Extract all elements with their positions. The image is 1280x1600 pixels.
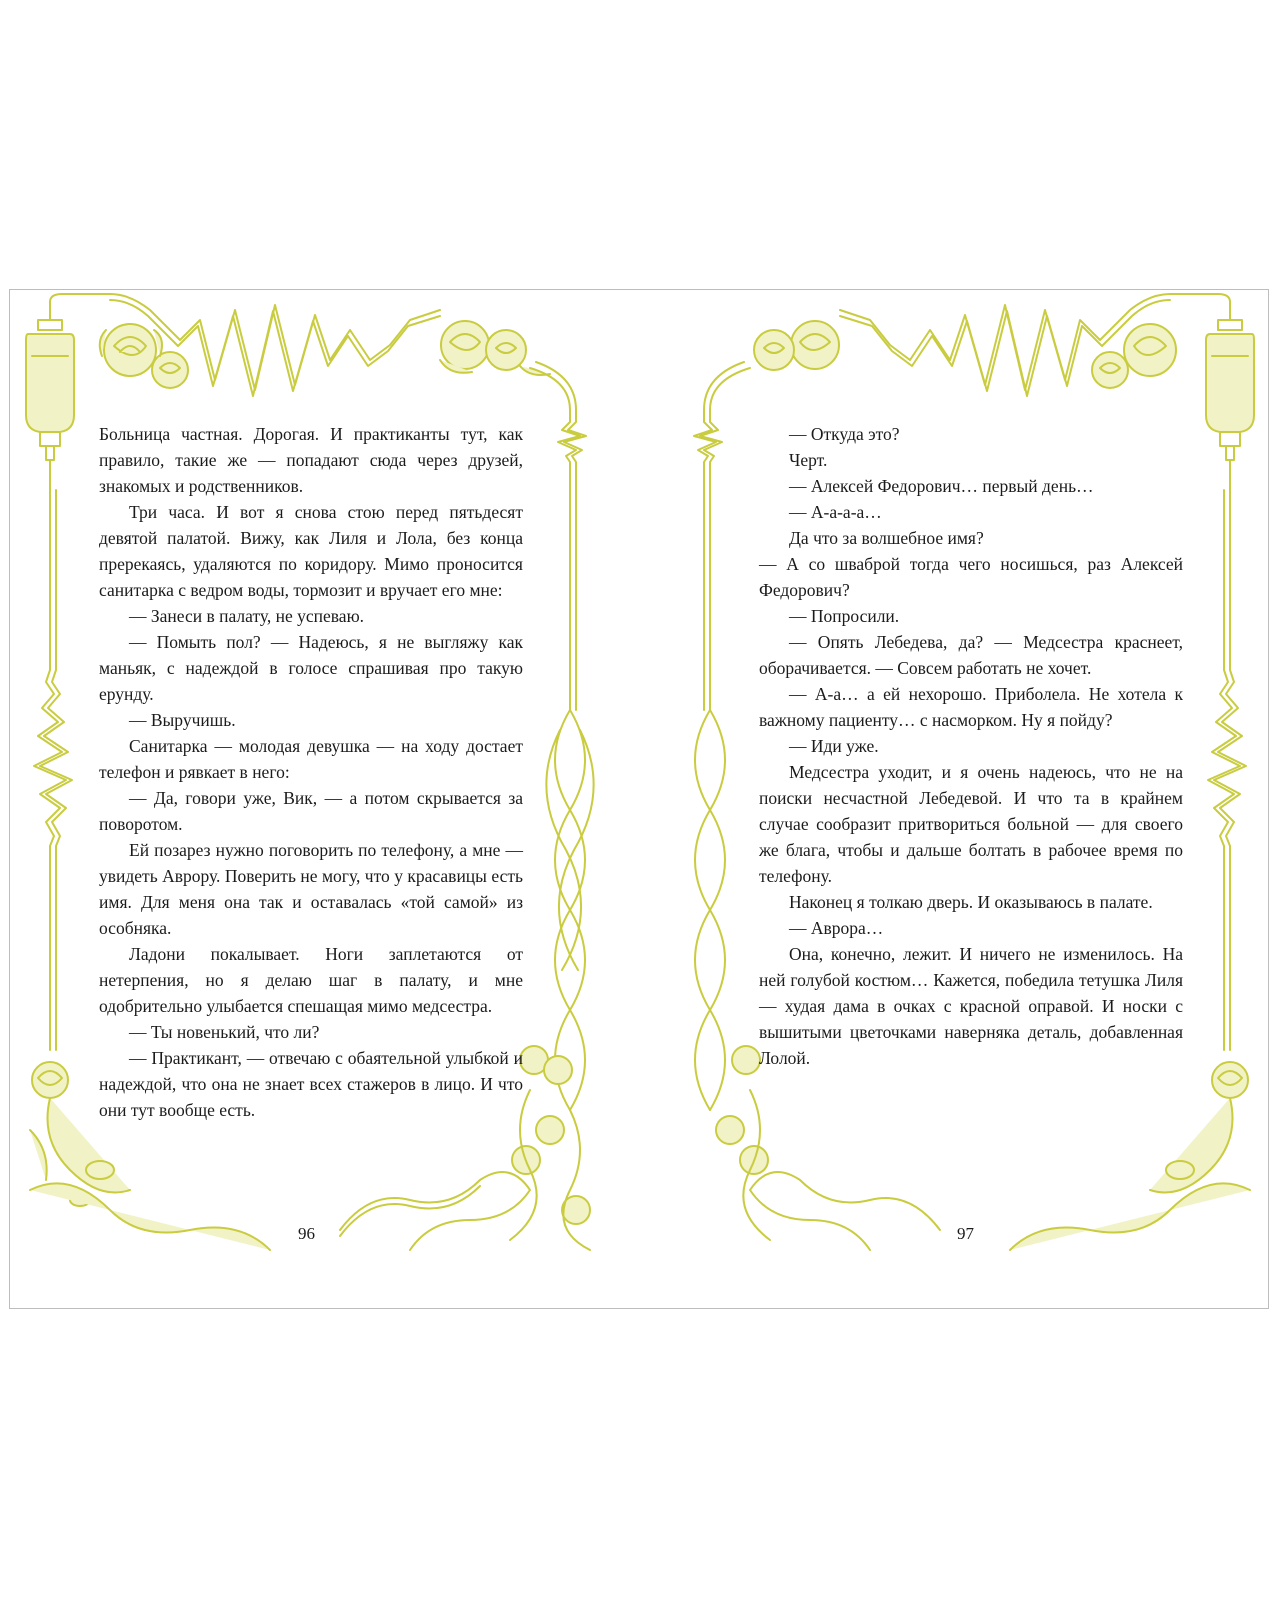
paragraph: — Аврора… — [789, 918, 884, 938]
paragraph: — Попросили. — [789, 606, 900, 626]
paragraph: — Помыть пол? — Надеюсь, я не выгляжу как маньяк, с надеждой в голосе спрашивая про такую ерунду. — [99, 632, 523, 704]
page-number-right: 97 — [957, 1224, 974, 1243]
paragraph: — Иди уже. — [789, 736, 879, 756]
paragraph: — Алексей Федорович… первый день… — [789, 476, 1094, 496]
iv-bag-left-icon — [26, 294, 110, 490]
right-page-text — [759, 421, 1183, 1071]
paragraph: — Практикант, — отвечаю с обаятельной улыбкой и надеждой, что она не знает всех стажеров в лицо. И что они тут вообще есть. — [99, 1048, 523, 1120]
book-spread — [9, 289, 1269, 1309]
paragraph: Наконец я толкаю дверь. И оказываюсь в палате. — [789, 892, 1153, 912]
paragraph: Она, конечно, лежит. И ничего не изменилось. На ней голубой костюм… Кажется, победила тетушка Лиля — худая дама в очках с красной оправой. И носки с вышитыми цветочками наверняка деталь, добавленная Лолой. — [759, 944, 1183, 1068]
paragraph: — Выручишь. — [129, 710, 236, 730]
left-page-text — [99, 421, 523, 1123]
paragraph: — Занеси в палату, не успеваю. — [129, 606, 365, 626]
gutter-line-left — [530, 368, 580, 710]
paragraph: Ей позарез нужно поговорить по телефону, а мне — увидеть Аврору. Поверить не могу, что у красавицы есть имя. Для меня она так и оставалась «той самой» из особняка. — [99, 840, 523, 938]
paragraph: Три часа. И вот я снова стою перед пятьдесят девятой палатой. Вижу, как Лиля и Лола, без конца пререкаясь, удаляются по коридору. Мимо проносится санитарка с ведром воды, тормозит и вручает его мне: — [99, 502, 523, 600]
paragraph: Ладони покалывает. Ноги заплетаются от нетерпения, но я делаю шаг в палату, и мне одобрительно улыбается спешащая мимо медсестра. — [99, 944, 523, 1016]
rose-icon — [440, 321, 550, 375]
paragraph: — А-а… а ей нехорошо. Приболела. Не хотела к важному пациенту… с насморком. Ну я пойду? — [759, 684, 1183, 730]
paragraph: — Опять Лебедева, да? — Медсестра краснеет, оборачивается. — Совсем работать не хочет. — [759, 632, 1183, 678]
paragraph: Черт. — [789, 450, 828, 470]
paragraph: — Ты новенький, что ли? — [129, 1022, 320, 1042]
paragraph: Медсестра уходит, и я очень надеюсь, что не на поиски несчастной Лебедевой. И что та в крайнем случае сообразит притвориться больной — для своего же блага, чтобы и дальше болтать в рабочее время по телефону. — [759, 762, 1183, 886]
paragraph: — А-а-а-а… — [789, 502, 882, 522]
paragraph: — Да, говори уже, Вик, — а потом скрывается за поворотом. — [99, 788, 523, 834]
paragraph: — Откуда это? — [789, 424, 900, 444]
page-number-left: 96 — [298, 1224, 315, 1243]
paragraph: Больница частная. Дорогая. И практиканты тут, как правило, такие же — попадают сюда через друзей, знакомых и родственников. — [99, 424, 523, 496]
braided-vine-left — [546, 710, 593, 1110]
paragraph: Да что за волшебное имя? — [789, 528, 984, 548]
paragraph: — А со шваброй тогда чего носишься, раз Алексей Федорович? — [759, 554, 1183, 600]
paragraph: Санитарка — молодая девушка — на ходу достает телефон и рявкает в него: — [99, 736, 523, 782]
